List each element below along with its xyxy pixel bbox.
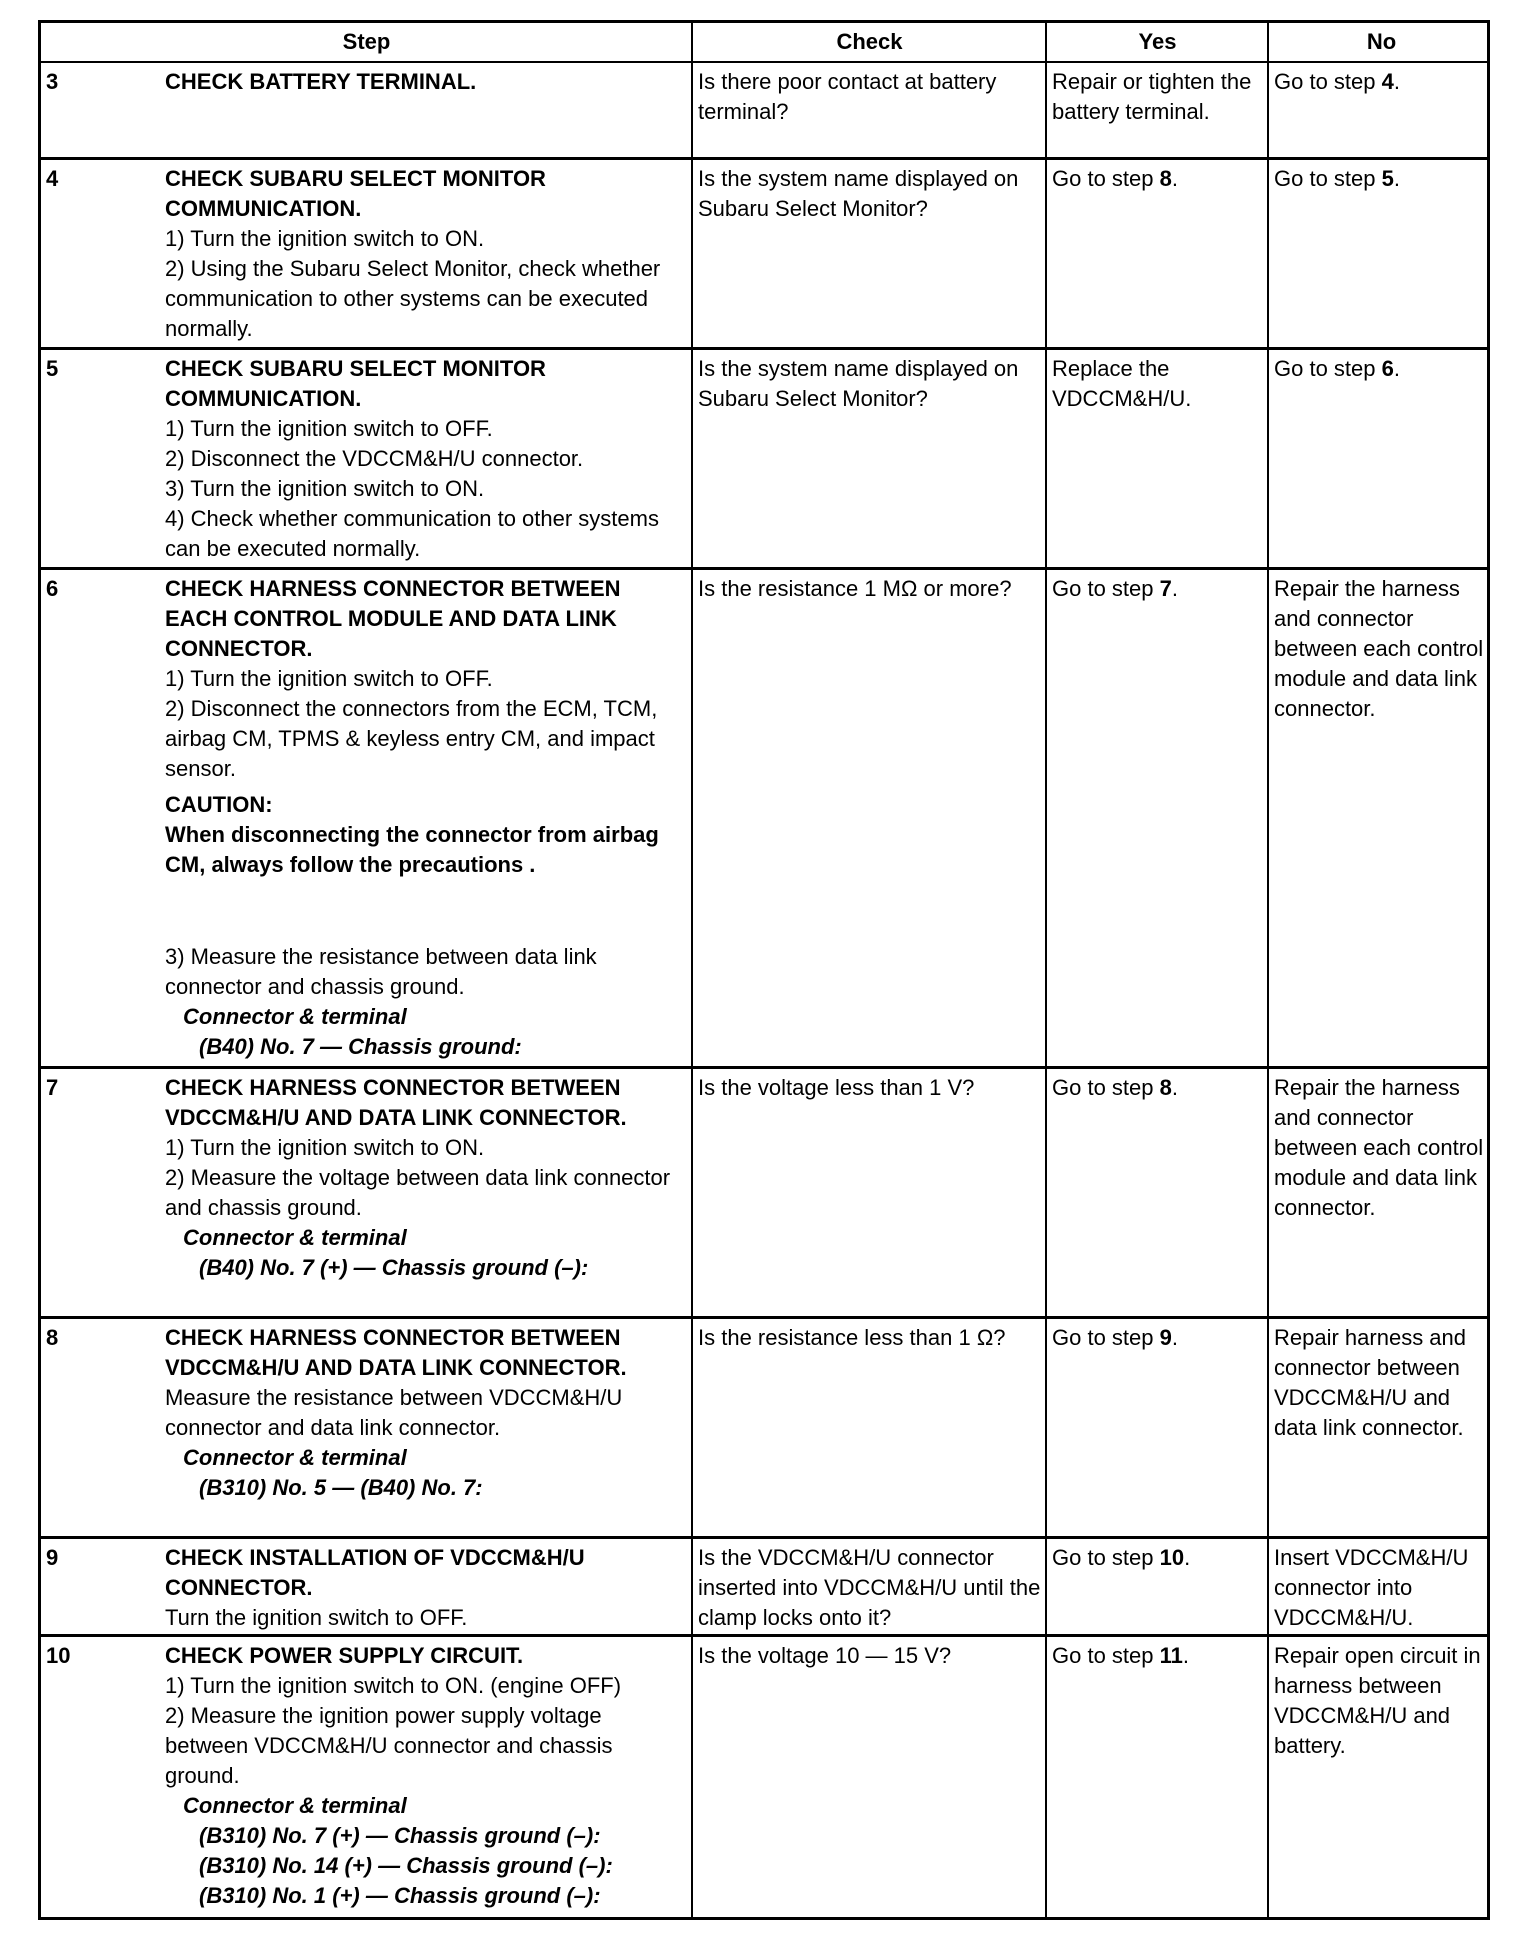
- yes-text: Go to step: [1052, 1075, 1160, 1100]
- table-row: [41, 350, 1487, 570]
- connector-terminal: (B310) No. 1 (+) — Chassis ground (–):: [199, 1883, 601, 1908]
- step-title: CHECK INSTALLATION OF VDCCM&H/U CONNECTOR.: [165, 1545, 585, 1600]
- step-title: CHECK SUBARU SELECT MONITOR COMMUNICATION.: [165, 356, 546, 411]
- step-number: 9: [46, 1545, 59, 1570]
- check-cell: Is the system name displayed on Subaru Select Monitor?: [693, 160, 1047, 347]
- table-row: [41, 160, 1487, 350]
- step-instruction: 1) Turn the ignition switch to ON.: [165, 226, 485, 251]
- yes-cell: [1047, 570, 1269, 1066]
- yes-step-ref: 10: [1159, 1545, 1185, 1570]
- connector-label: Connector & terminal: [183, 1445, 407, 1470]
- no-cell: Insert VDCCM&H/U connector into VDCCM&H/U.: [1274, 1545, 1469, 1630]
- table-row: [41, 63, 1487, 160]
- no-cell: Repair the harness and connector between each control module and data link connector.: [1274, 576, 1484, 721]
- yes-cell: [1047, 1539, 1269, 1634]
- yes-text: Go to step: [1052, 166, 1160, 191]
- check-cell: Is there poor contact at battery terminal?: [693, 63, 1047, 157]
- step-number: 5: [46, 356, 59, 381]
- step-instruction: 3) Turn the ignition switch to ON.: [165, 476, 485, 501]
- yes-step-ref: 8: [1159, 1075, 1172, 1100]
- yes-suffix: .: [1171, 576, 1178, 601]
- no-cell: Repair harness and connector between VDCCM&H/U and data link connector.: [1274, 1325, 1467, 1440]
- yes-text: Go to step: [1052, 1325, 1160, 1350]
- no-text: Go to step: [1274, 69, 1382, 94]
- step-instruction: 2) Measure the voltage between data link connector and chassis ground.: [165, 1165, 671, 1220]
- table-row: [41, 1319, 1487, 1539]
- no-text: Go to step: [1274, 166, 1382, 191]
- table-row: [41, 1539, 1487, 1637]
- diagnostic-table: [38, 20, 1490, 1920]
- yes-cell: [1047, 1069, 1269, 1316]
- step-title: CHECK SUBARU SELECT MONITOR COMMUNICATION.: [165, 166, 546, 221]
- step-number: 7: [46, 1075, 59, 1100]
- connector-terminal: (B310) No. 7 (+) — Chassis ground (–):: [199, 1823, 601, 1848]
- no-step-ref: 4: [1381, 69, 1394, 94]
- yes-cell: Replace the VDCCM&H/U.: [1047, 350, 1269, 567]
- connector-label: Connector & terminal: [183, 1004, 407, 1029]
- check-cell: Is the voltage less than 1 V?: [693, 1069, 1047, 1316]
- step-cell: [41, 570, 693, 1066]
- connector-label: Connector & terminal: [183, 1225, 407, 1250]
- step-cell: [41, 63, 693, 157]
- no-step-ref: 5: [1381, 166, 1394, 191]
- step-cell: [41, 1069, 693, 1316]
- connector-terminal: (B40) No. 7 (+) — Chassis ground (–):: [199, 1255, 589, 1280]
- header-no: No: [1366, 29, 1397, 54]
- yes-step-ref: 11: [1159, 1643, 1183, 1668]
- yes-suffix: .: [1171, 1075, 1178, 1100]
- step-title: CHECK POWER SUPPLY CIRCUIT.: [165, 1643, 524, 1668]
- step-cell: [41, 1539, 693, 1634]
- yes-cell: [1047, 1319, 1269, 1536]
- step-title: CHECK HARNESS CONNECTOR BETWEEN VDCCM&H/U AND DATA LINK CONNECTOR.: [165, 1325, 627, 1380]
- no-step-ref: 6: [1381, 356, 1394, 381]
- header-yes: Yes: [1047, 23, 1269, 61]
- step-cell: [41, 160, 693, 347]
- step-cell: [41, 350, 693, 567]
- step-title: CHECK HARNESS CONNECTOR BETWEEN VDCCM&H/U AND DATA LINK CONNECTOR.: [165, 1075, 627, 1130]
- step-instruction: 4) Check whether communication to other systems can be executed normally.: [165, 506, 659, 561]
- check-cell: Is the system name displayed on Subaru Select Monitor?: [693, 350, 1047, 567]
- yes-suffix: .: [1171, 1325, 1178, 1350]
- table-row: [41, 1069, 1487, 1319]
- no-suffix: .: [1393, 69, 1400, 94]
- yes-suffix: .: [1184, 1545, 1191, 1570]
- no-cell: [1269, 160, 1493, 347]
- header-step: Step: [41, 23, 693, 61]
- connector-terminal: (B40) No. 7 — Chassis ground:: [199, 1034, 522, 1059]
- step-instruction: 2) Disconnect the VDCCM&H/U connector.: [165, 446, 584, 471]
- connector-label: Connector & terminal: [183, 1793, 407, 1818]
- check-cell: Is the voltage 10 — 15 V?: [693, 1637, 1047, 1917]
- no-text: Go to step: [1274, 356, 1382, 381]
- no-cell: Repair open circuit in harness between VDCCM&H/U and battery.: [1274, 1643, 1481, 1758]
- yes-text: Go to step: [1052, 576, 1160, 601]
- step-instruction: 1) Turn the ignition switch to ON. (engine OFF): [165, 1673, 622, 1698]
- step-number: 3: [46, 69, 59, 94]
- yes-cell: Repair or tighten the battery terminal.: [1047, 63, 1269, 157]
- table-header: [41, 23, 1487, 63]
- step-instruction: 2) Using the Subaru Select Monitor, check whether communication to other systems can be executed normally.: [165, 256, 661, 341]
- no-suffix: .: [1393, 166, 1400, 191]
- step-instruction: 2) Disconnect the connectors from the ECM, TCM, airbag CM, TPMS & keyless entry CM, and impact sensor.: [165, 696, 658, 781]
- no-cell: [1269, 350, 1493, 567]
- yes-cell: [1047, 1637, 1269, 1917]
- step-cell: [41, 1319, 693, 1536]
- step-instruction: Turn the ignition switch to OFF.: [165, 1605, 468, 1630]
- yes-suffix: .: [1171, 166, 1178, 191]
- step-instruction: Measure the resistance between VDCCM&H/U connector and data link connector.: [165, 1385, 623, 1440]
- caution-text: When disconnecting the connector from airbag CM, always follow the precautions .: [165, 822, 659, 877]
- step-instruction: 1) Turn the ignition switch to OFF.: [165, 416, 493, 441]
- step-instruction: 2) Measure the ignition power supply voltage between VDCCM&H/U connector and chassis ground.: [165, 1703, 613, 1788]
- step-instruction: 1) Turn the ignition switch to ON.: [165, 1135, 485, 1160]
- check-cell: Is the VDCCM&H/U connector inserted into VDCCM&H/U until the clamp locks onto it?: [693, 1539, 1047, 1634]
- step-cell: [41, 1637, 693, 1917]
- table-row: [41, 570, 1487, 1069]
- step-instruction: 3) Measure the resistance between data link connector and chassis ground.: [165, 944, 597, 999]
- check-cell: Is the resistance less than 1 Ω?: [693, 1319, 1047, 1536]
- no-suffix: .: [1393, 356, 1400, 381]
- step-number: 10: [46, 1643, 71, 1668]
- check-cell: Is the resistance 1 MΩ or more?: [693, 570, 1047, 1066]
- yes-step-ref: 9: [1159, 1325, 1172, 1350]
- step-number: 6: [46, 576, 59, 601]
- yes-text: Go to step: [1052, 1545, 1160, 1570]
- no-cell: [1269, 63, 1493, 157]
- table-row: [41, 1637, 1487, 1917]
- yes-step-ref: 8: [1159, 166, 1172, 191]
- header-check: Check: [693, 23, 1047, 61]
- step-instruction: 1) Turn the ignition switch to OFF.: [165, 666, 493, 691]
- caution-label: CAUTION:: [165, 792, 273, 817]
- connector-terminal: (B310) No. 5 — (B40) No. 7:: [199, 1475, 483, 1500]
- step-number: 4: [46, 166, 59, 191]
- no-cell: Repair the harness and connector between each control module and data link connector.: [1274, 1075, 1484, 1220]
- step-title: CHECK BATTERY TERMINAL.: [165, 69, 477, 94]
- yes-text: Go to step: [1052, 1643, 1160, 1668]
- yes-cell: [1047, 160, 1269, 347]
- step-title: CHECK HARNESS CONNECTOR BETWEEN EACH CONTROL MODULE AND DATA LINK CONNECTOR.: [165, 576, 621, 661]
- step-number: 8: [46, 1325, 59, 1350]
- connector-terminal: (B310) No. 14 (+) — Chassis ground (–):: [199, 1853, 613, 1878]
- yes-step-ref: 7: [1159, 576, 1172, 601]
- yes-suffix: .: [1182, 1643, 1190, 1668]
